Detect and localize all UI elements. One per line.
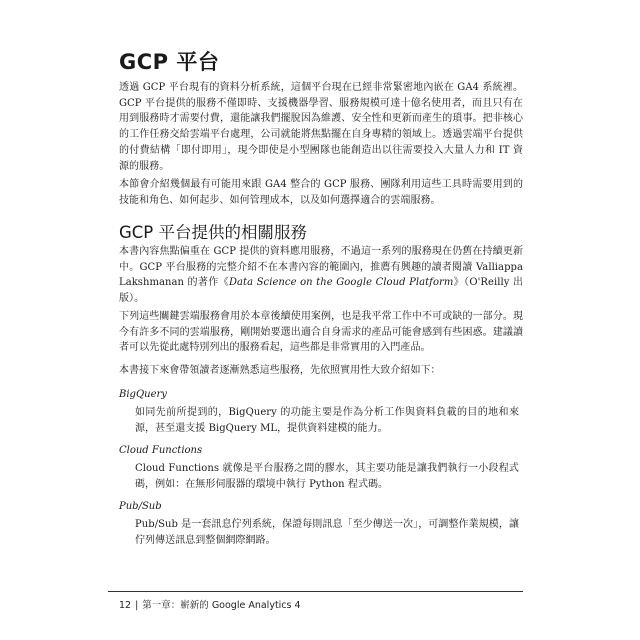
service-desc-pubsub: Pub/Sub 是一套訊息佇列系統，保證每則訊息「至少傳送一次」，可調整作業規模，讓佇列傳送訊息到整個網際網路。 <box>135 519 519 546</box>
service-term-pubsub: Pub/Sub <box>119 501 162 512</box>
service-term-cloud-functions: Cloud Functions <box>119 445 203 456</box>
service-desc-cloud-functions: Cloud Functions 就像是平台服務之間的膠水，其主要功能是讓我們執行一小段程式碼，例如：在無形伺服器的環境中執行 Python 程式碼。 <box>135 463 519 490</box>
book-title-reference: Data Science on the Google Cloud Platform <box>228 277 454 289</box>
intro-list-paragraph: 本書接下來會帶領讀者逐漸熟悉這些服務，先依照實用性大致介紹如下： <box>119 365 441 376</box>
key-services-paragraph: 下列這些關鍵雲端服務會用於本章後續使用案例，也是我平常工作中不可或缺的一部分。現今有許多不同的雲端服務，剛開始要選出適合自身需求的產品可能會感到有些困惑。建議讀者可以先從此處特別列出的服務看起，這些都是非常實用的入門產品。 <box>119 311 523 354</box>
chapter-title: 第一章：嶄新的 Google Analytics 4 <box>142 600 301 611</box>
page-footer <box>119 597 301 611</box>
section-heading: GCP 平台 <box>119 50 220 74</box>
intro-paragraph: 透過 GCP 平台現有的資料分析系統，這個平台現在已經非常緊密地內嵌在 GA4 系統裡。GCP 平台提供的服務不僅即時、支援機器學習、服務規模可達十億名使用者，而且只有在用到服務時才需要付費，還能讓我們擺脫因為維護、安全性和更新而產生的瑣事。把非核心的工作任務交給雲端平台處理，公司就能將焦點擺在自身專精的領域上。透過雲端平台提供的付費結構「即付即用」，現今即使是小型團隊也能創造出以往需要投入大量人力和 IT 資源的服務。 <box>119 82 523 172</box>
section-summary-paragraph: 本節會介紹幾個最有可能用來跟 GA4 整合的 GCP 服務、團隊利用這些工具時需要用到的技能和角色、如何起步、如何管理成本，以及如何選擇適合的雲端服務。 <box>119 179 523 206</box>
focus-paragraph <box>119 244 523 307</box>
footer-divider <box>108 591 523 592</box>
focus-paragraph-text: 本書內容焦點偏重在 GCP 提供的資料應用服務，不過這一系列的服務現在仍舊在持續更新中。GCP 平台服務的完整介紹不在本書內容的範圍內，推薦有興趣的讀者閱讀 Valliappa Lakshmanan 的著作《 <box>119 246 523 289</box>
focus-paragraph-tail: 》（O'Reilly 出版）。 <box>119 277 523 305</box>
footer-separator: | <box>135 600 139 611</box>
subsection-heading: GCP 平台提供的相關服務 <box>119 223 308 242</box>
service-desc-bigquery: 如同先前所提到的，BigQuery 的功能主要是作為分析工作與資料負載的目的地和來源，甚至還支援 BigQuery ML，提供資料建模的能力。 <box>135 407 519 434</box>
page-number: 12 <box>119 600 132 611</box>
service-term-bigquery: BigQuery <box>119 389 167 400</box>
